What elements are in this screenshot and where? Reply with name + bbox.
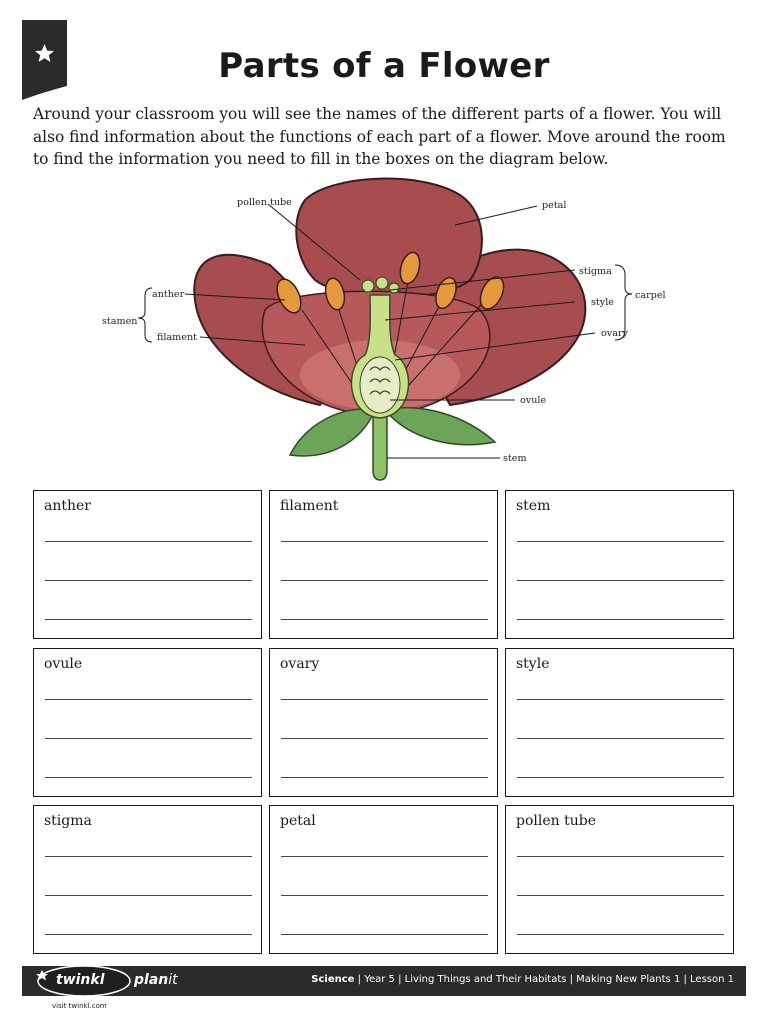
box-label: ovule <box>44 656 83 672</box>
box-label: ovary <box>280 656 320 672</box>
footer-subject: Science <box>311 974 355 985</box>
writing-line[interactable] <box>45 699 252 700</box>
answer-box-filament[interactable] <box>269 490 498 639</box>
footer-breadcrumb <box>311 974 734 985</box>
twinkl-brand: twinkl <box>56 972 105 988</box>
label-pollen-tube: pollen tube <box>237 197 292 208</box>
writing-line[interactable] <box>45 856 252 857</box>
writing-line[interactable] <box>517 541 724 542</box>
stigma-head-3 <box>389 283 399 293</box>
answer-box-ovary[interactable] <box>269 648 498 797</box>
label-style: style <box>591 297 614 308</box>
answer-box-anther[interactable] <box>33 490 262 639</box>
writing-line[interactable] <box>45 934 252 935</box>
writing-line[interactable] <box>517 619 724 620</box>
writing-line[interactable] <box>517 777 724 778</box>
stigma-head-2 <box>376 277 388 289</box>
writing-line[interactable] <box>281 895 488 896</box>
box-label: anther <box>44 498 91 514</box>
writing-line[interactable] <box>281 541 488 542</box>
intro-paragraph: Around your classroom you will see the names of the different parts of a flower. You will also find information about the functions of each part of a flower. Move around the room to find the information you need to fill in the boxes on the diagram below. <box>33 105 726 168</box>
writing-line[interactable] <box>281 934 488 935</box>
writing-line[interactable] <box>45 738 252 739</box>
writing-line[interactable] <box>517 580 724 581</box>
writing-line[interactable] <box>281 738 488 739</box>
stem <box>373 410 387 480</box>
writing-line[interactable] <box>45 541 252 542</box>
writing-line[interactable] <box>281 856 488 857</box>
answer-box-pollen-tube[interactable] <box>505 805 734 954</box>
writing-line[interactable] <box>517 738 724 739</box>
visit-link[interactable]: visit twinkl.com <box>52 1002 107 1010</box>
stigma-head <box>362 280 374 292</box>
box-label: petal <box>280 813 316 829</box>
label-stigma: stigma <box>579 266 612 277</box>
leaf-left <box>290 409 375 456</box>
box-label: stem <box>516 498 551 514</box>
planit-it: it <box>168 972 178 988</box>
box-label: stigma <box>44 813 92 829</box>
writing-line[interactable] <box>45 619 252 620</box>
writing-line[interactable] <box>517 856 724 857</box>
writing-line[interactable] <box>517 934 724 935</box>
footer-path: | Year 5 | Living Things and Their Habitats | Making New Plants 1 | Lesson 1 <box>354 974 734 985</box>
label-anther: anther <box>152 289 185 300</box>
writing-line[interactable] <box>45 777 252 778</box>
writing-line[interactable] <box>281 580 488 581</box>
writing-line[interactable] <box>517 699 724 700</box>
label-stamen: stamen <box>102 316 138 327</box>
answer-box-stem[interactable] <box>505 490 734 639</box>
flower-diagram <box>90 170 670 485</box>
label-filament: filament <box>157 332 197 343</box>
box-label: pollen tube <box>516 813 596 829</box>
box-label: style <box>516 656 550 672</box>
label-ovary: ovary <box>601 328 628 339</box>
answer-box-style[interactable] <box>505 648 734 797</box>
label-ovule: ovule <box>520 395 547 406</box>
answer-box-ovule[interactable] <box>33 648 262 797</box>
writing-line[interactable] <box>45 580 252 581</box>
box-label: filament <box>280 498 339 514</box>
answer-box-stigma[interactable] <box>33 805 262 954</box>
label-stem: stem <box>503 453 527 464</box>
planit-brand <box>134 972 178 988</box>
writing-line[interactable] <box>45 895 252 896</box>
ovary-chamber <box>360 357 400 413</box>
writing-line[interactable] <box>281 619 488 620</box>
writing-line[interactable] <box>517 895 724 896</box>
writing-line[interactable] <box>281 699 488 700</box>
label-petal: petal <box>542 200 567 211</box>
planit-plan: plan <box>134 972 169 988</box>
label-carpel: carpel <box>635 290 666 301</box>
leaf-right <box>385 408 495 445</box>
writing-line[interactable] <box>281 777 488 778</box>
answer-box-petal[interactable] <box>269 805 498 954</box>
page-title: Parts of a Flower <box>218 46 550 86</box>
